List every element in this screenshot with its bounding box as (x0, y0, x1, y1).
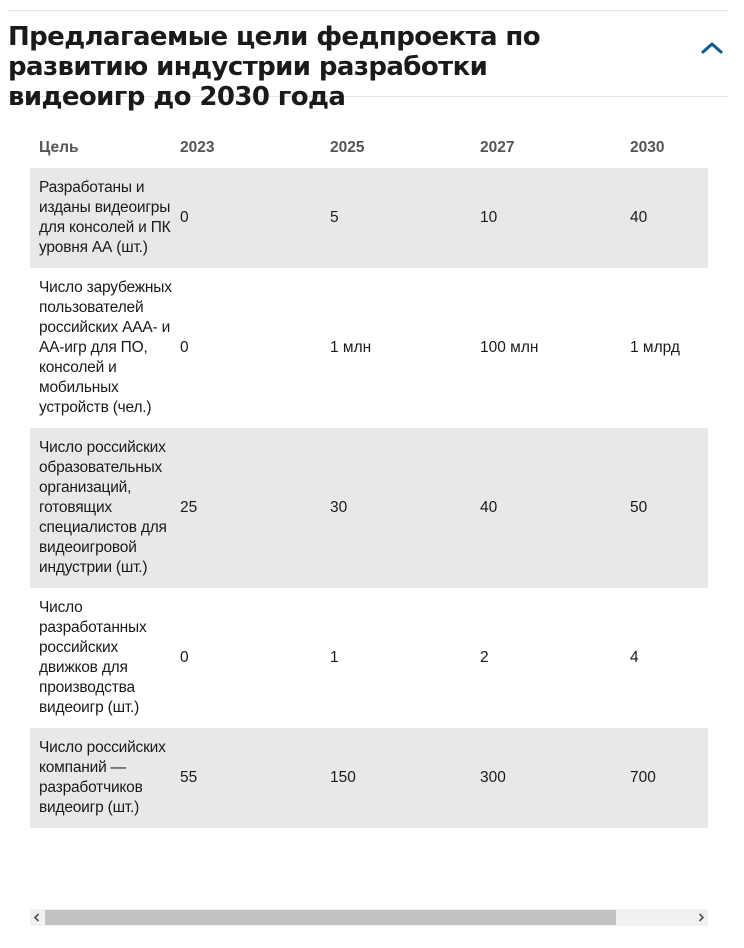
goal-cell: Число российских компаний —разработчиков видеоигр (шт.) (30, 728, 180, 828)
goals-table-scroll-area[interactable] (30, 128, 708, 908)
value-cell-2030: 50 (630, 428, 708, 588)
panel-header (8, 10, 728, 112)
value-cell-2025: 150 (330, 728, 480, 828)
value-cell-2025: 30 (330, 428, 480, 588)
value-cell-2025: 5 (330, 168, 480, 268)
goal-cell: Число зарубежных пользователей российских ААА- и АА-игр для ПО, консолей и мобильных устройств (чел.) (30, 268, 180, 428)
value-cell-2025: 1 (330, 588, 480, 728)
table-row (30, 588, 708, 728)
table-row (30, 428, 708, 588)
value-cell-2023: 25 (180, 428, 330, 588)
panel-title: Предлагаемые цели федпроекта по развитию индустрии разработки видеоигр до 2030 года (8, 22, 541, 112)
value-cell-2025: 1 млн (330, 268, 480, 428)
table-row (30, 728, 708, 828)
table-header-row (30, 128, 708, 168)
value-cell-2027: 40 (480, 428, 630, 588)
chevron-left-icon (30, 913, 44, 930)
value-cell-2027: 100 млн (480, 268, 630, 428)
value-cell-2023: 0 (180, 168, 330, 268)
value-cell-2030: 40 (630, 168, 708, 268)
chevron-up-icon (696, 32, 728, 64)
goal-cell: Число российских образовательных организаций, готовящих специалистов для видеоигровой индустрии (шт.) (30, 428, 180, 588)
scroll-right-button[interactable] (694, 909, 708, 926)
goal-cell: Число разработанных российских движков для производства видеоигр (шт.) (30, 588, 180, 728)
value-cell-2023: 0 (180, 588, 330, 728)
value-cell-2027: 2 (480, 588, 630, 728)
scrollbar-thumb[interactable] (45, 910, 616, 925)
horizontal-scrollbar[interactable] (30, 909, 708, 926)
goals-table (30, 128, 708, 828)
value-cell-2027: 10 (480, 168, 630, 268)
value-cell-2027: 300 (480, 728, 630, 828)
table-row (30, 268, 708, 428)
column-header-2030: 2030 (630, 128, 708, 168)
column-header-2023: 2023 (180, 128, 330, 168)
scroll-left-button[interactable] (30, 909, 44, 926)
value-cell-2023: 0 (180, 268, 330, 428)
value-cell-2030: 1 млрд (630, 268, 708, 428)
column-header-2027: 2027 (480, 128, 630, 168)
chevron-right-icon (694, 913, 708, 930)
value-cell-2030: 4 (630, 588, 708, 728)
value-cell-2030: 700 (630, 728, 708, 828)
table-row (30, 168, 708, 268)
column-header-2025: 2025 (330, 128, 480, 168)
value-cell-2023: 55 (180, 728, 330, 828)
goal-cell: Разработаны и изданы видеоигры для консолей и ПК уровня АА (шт.) (30, 168, 180, 268)
collapse-button[interactable] (696, 32, 728, 64)
column-header-goal: Цель (30, 128, 180, 168)
